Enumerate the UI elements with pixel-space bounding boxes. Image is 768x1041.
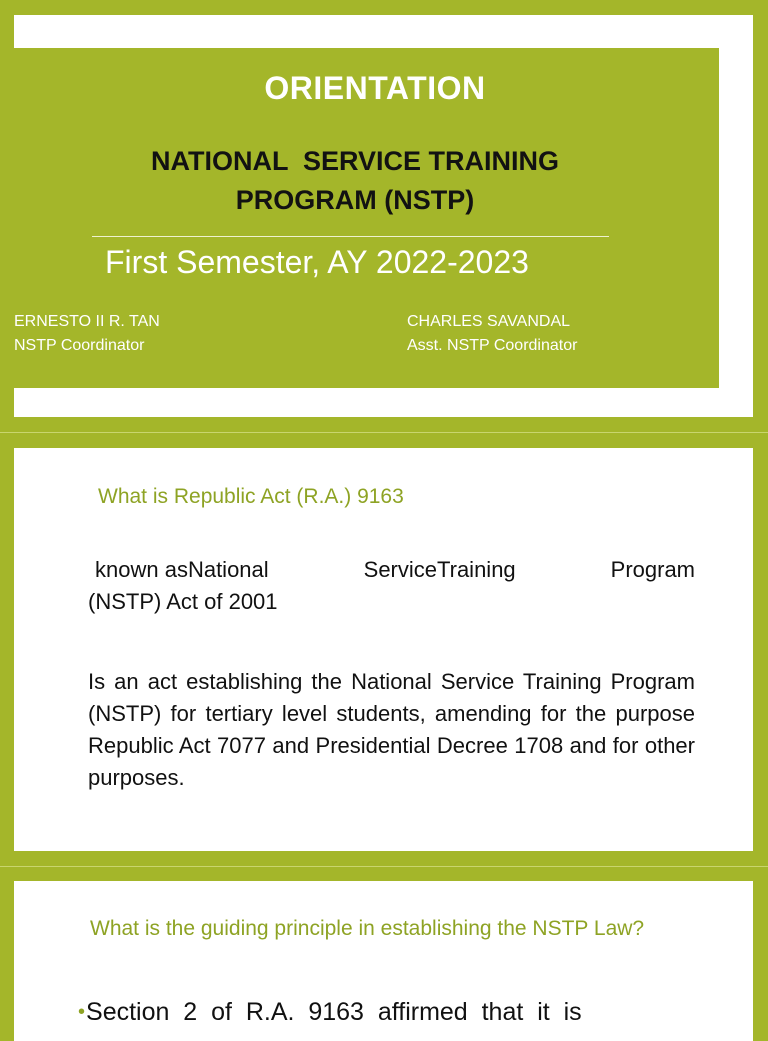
program-title-line-1: NATIONAL SERVICE TRAINING bbox=[150, 146, 560, 176]
slide-separator bbox=[0, 866, 768, 867]
known-as-word-3: Program bbox=[610, 557, 695, 582]
slide-separator bbox=[0, 432, 768, 433]
assistant-coordinator bbox=[407, 310, 577, 358]
known-as-line-2: (NSTP) Act of 2001 bbox=[88, 589, 278, 614]
coordinator-name: ERNESTO II R. TAN bbox=[14, 313, 160, 330]
coordinator bbox=[14, 310, 160, 358]
program-title-line-2: PROGRAM (NSTP) bbox=[235, 185, 475, 215]
guiding-principle-question: What is the guiding principle in establishing the NSTP Law? bbox=[90, 917, 645, 940]
republic-act-question: What is Republic Act (R.A.) 9163 bbox=[98, 485, 404, 508]
title-divider bbox=[92, 236, 609, 237]
section-bullet bbox=[78, 998, 698, 1027]
section-bullet-text: Section 2 of R.A. 9163 affirmed that it is bbox=[86, 998, 582, 1026]
known-as-word-2: ServiceTraining bbox=[363, 557, 516, 582]
assistant-coordinator-role: Asst. NSTP Coordinator bbox=[407, 337, 578, 354]
program-title bbox=[60, 142, 650, 220]
assistant-coordinator-name: CHARLES SAVANDAL bbox=[407, 313, 571, 330]
known-as-line-1 bbox=[88, 554, 695, 586]
bullet-icon: • bbox=[78, 1001, 86, 1023]
semester-label: First Semester, AY 2022-2023 bbox=[105, 244, 529, 280]
known-as-paragraph bbox=[88, 554, 695, 618]
slide-3 bbox=[14, 881, 753, 1041]
known-as-word-1: known asNational bbox=[95, 557, 269, 582]
orientation-heading: ORIENTATION bbox=[264, 70, 486, 106]
coordinator-role: NSTP Coordinator bbox=[14, 337, 145, 354]
title-panel bbox=[14, 48, 719, 388]
slide-1 bbox=[14, 15, 753, 417]
slide-2 bbox=[14, 448, 753, 851]
act-description: Is an act establishing the National Service Training Program (NSTP) for tertiary level students, amending for the purpose Republic Act 7077 and Presidential Decree 1708 and for other purposes. bbox=[88, 669, 695, 790]
